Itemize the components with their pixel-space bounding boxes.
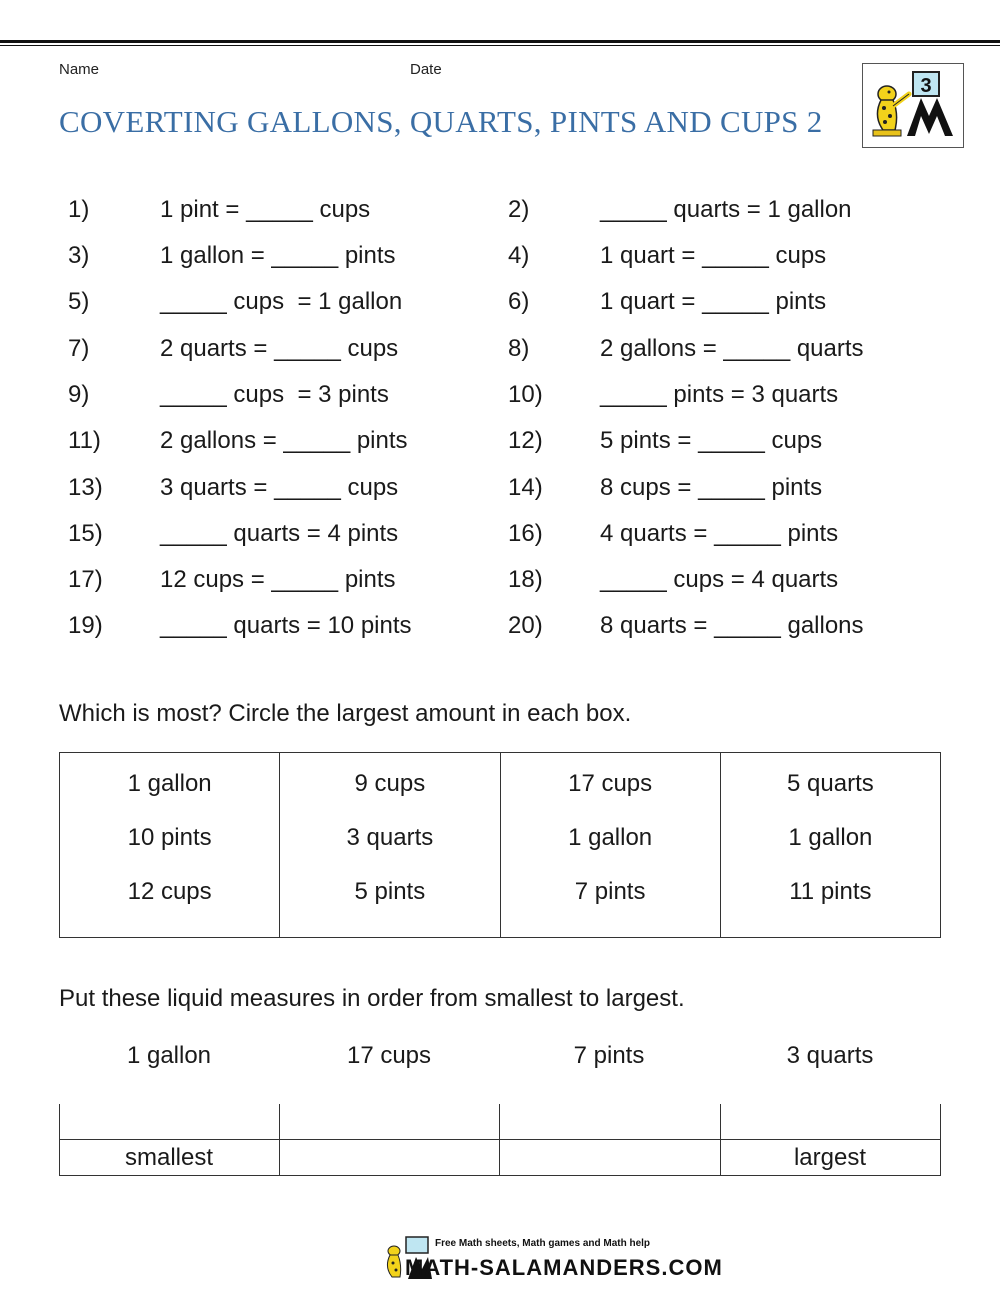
question-number: 18) [508,566,543,593]
question-number: 2) [508,196,530,223]
most-instruction: Which is most? Circle the largest amount in each box. [59,700,632,727]
page-title: COVERTING GALLONS, QUARTS, PINTS AND CUPS 2 [59,104,823,139]
most-option[interactable]: 3 quarts [346,824,434,851]
most-option[interactable]: 12 cups [127,878,212,905]
footer-tagline: Free Math sheets, Math games and Math help [435,1238,651,1249]
grade-badge: 3 [920,75,932,97]
question-number: 5) [68,288,90,315]
question-number: 16) [508,520,543,547]
most-option[interactable]: 1 gallon [788,824,873,851]
most-box[interactable] [720,753,940,938]
question-number: 11) [68,427,101,454]
question-number: 13) [68,474,103,501]
question-number: 19) [68,612,103,639]
most-option[interactable]: 9 cups [354,770,426,797]
name-label: Name [59,61,100,78]
question-text: 8 quarts = _____ gallons [600,612,864,639]
grid-line [940,1104,941,1176]
most-box[interactable] [60,753,280,938]
most-boxes-table [59,752,941,938]
most-box[interactable] [280,753,500,938]
most-option[interactable]: 17 cups [568,770,653,797]
question-text: _____ pints = 3 quarts [600,381,839,408]
most-option[interactable]: 5 pints [354,878,426,905]
question-text: 1 quart = _____ cups [600,242,827,269]
question-number: 17) [68,566,103,593]
smallest-label: smallest [124,1144,214,1171]
question-text: _____ quarts = 1 gallon [600,196,852,223]
order-item: 7 pints [573,1042,645,1069]
question-text: 5 pints = _____ cups [600,427,823,454]
question-number: 7) [68,335,90,362]
grid-line [59,1175,941,1176]
grid-line [499,1104,500,1176]
question-text: 8 cups = _____ pints [600,474,823,501]
question-text: 3 quarts = _____ cups [160,474,399,501]
order-item: 17 cups [346,1042,432,1069]
most-box[interactable] [500,753,720,938]
question-number: 10) [508,381,543,408]
question-text: 1 pint = _____ cups [160,196,371,223]
salamander-logo [862,63,964,148]
top-rule [0,40,1000,43]
grid-line [59,1139,941,1140]
footer-site-link[interactable]: MATH-SALAMANDERS.COM [405,1255,723,1280]
most-option[interactable]: 1 gallon [568,824,653,851]
most-option[interactable]: 1 gallon [127,770,212,797]
question-text: _____ cups = 4 quarts [600,566,839,593]
question-text: _____ quarts = 10 pints [160,612,412,639]
date-label: Date [410,61,442,78]
question-number: 15) [68,520,103,547]
order-item: 1 gallon [126,1042,212,1069]
salamander-icon [863,64,963,147]
question-number: 3) [68,242,90,269]
question-number: 1) [68,196,90,223]
largest-label: largest [793,1144,867,1171]
question-text: 2 gallons = _____ quarts [600,335,864,362]
grid-line [279,1104,280,1176]
question-text: 12 cups = _____ pints [160,566,396,593]
question-text: _____ quarts = 4 pints [160,520,399,547]
question-number: 9) [68,381,90,408]
question-text: 4 quarts = _____ pints [600,520,839,547]
most-option[interactable]: 7 pints [574,878,646,905]
question-number: 14) [508,474,543,501]
most-option[interactable]: 10 pints [127,824,212,851]
question-text: 2 quarts = _____ cups [160,335,399,362]
question-number: 6) [508,288,530,315]
question-number: 12) [508,427,543,454]
question-text: _____ cups = 1 gallon [160,288,403,315]
most-option[interactable]: 11 pints [789,878,872,905]
question-text: 2 gallons = _____ pints [160,427,408,454]
question-text: _____ cups = 3 pints [160,381,389,408]
question-text: 1 gallon = _____ pints [160,242,396,269]
order-item: 3 quarts [786,1042,874,1069]
question-number: 8) [508,335,530,362]
order-instruction: Put these liquid measures in order from smallest to largest. [59,985,685,1012]
question-text: 1 quart = _____ pints [600,288,827,315]
top-rule-thin [0,45,1000,46]
most-option[interactable]: 5 quarts [787,770,874,797]
question-number: 4) [508,242,530,269]
question-number: 20) [508,612,543,639]
